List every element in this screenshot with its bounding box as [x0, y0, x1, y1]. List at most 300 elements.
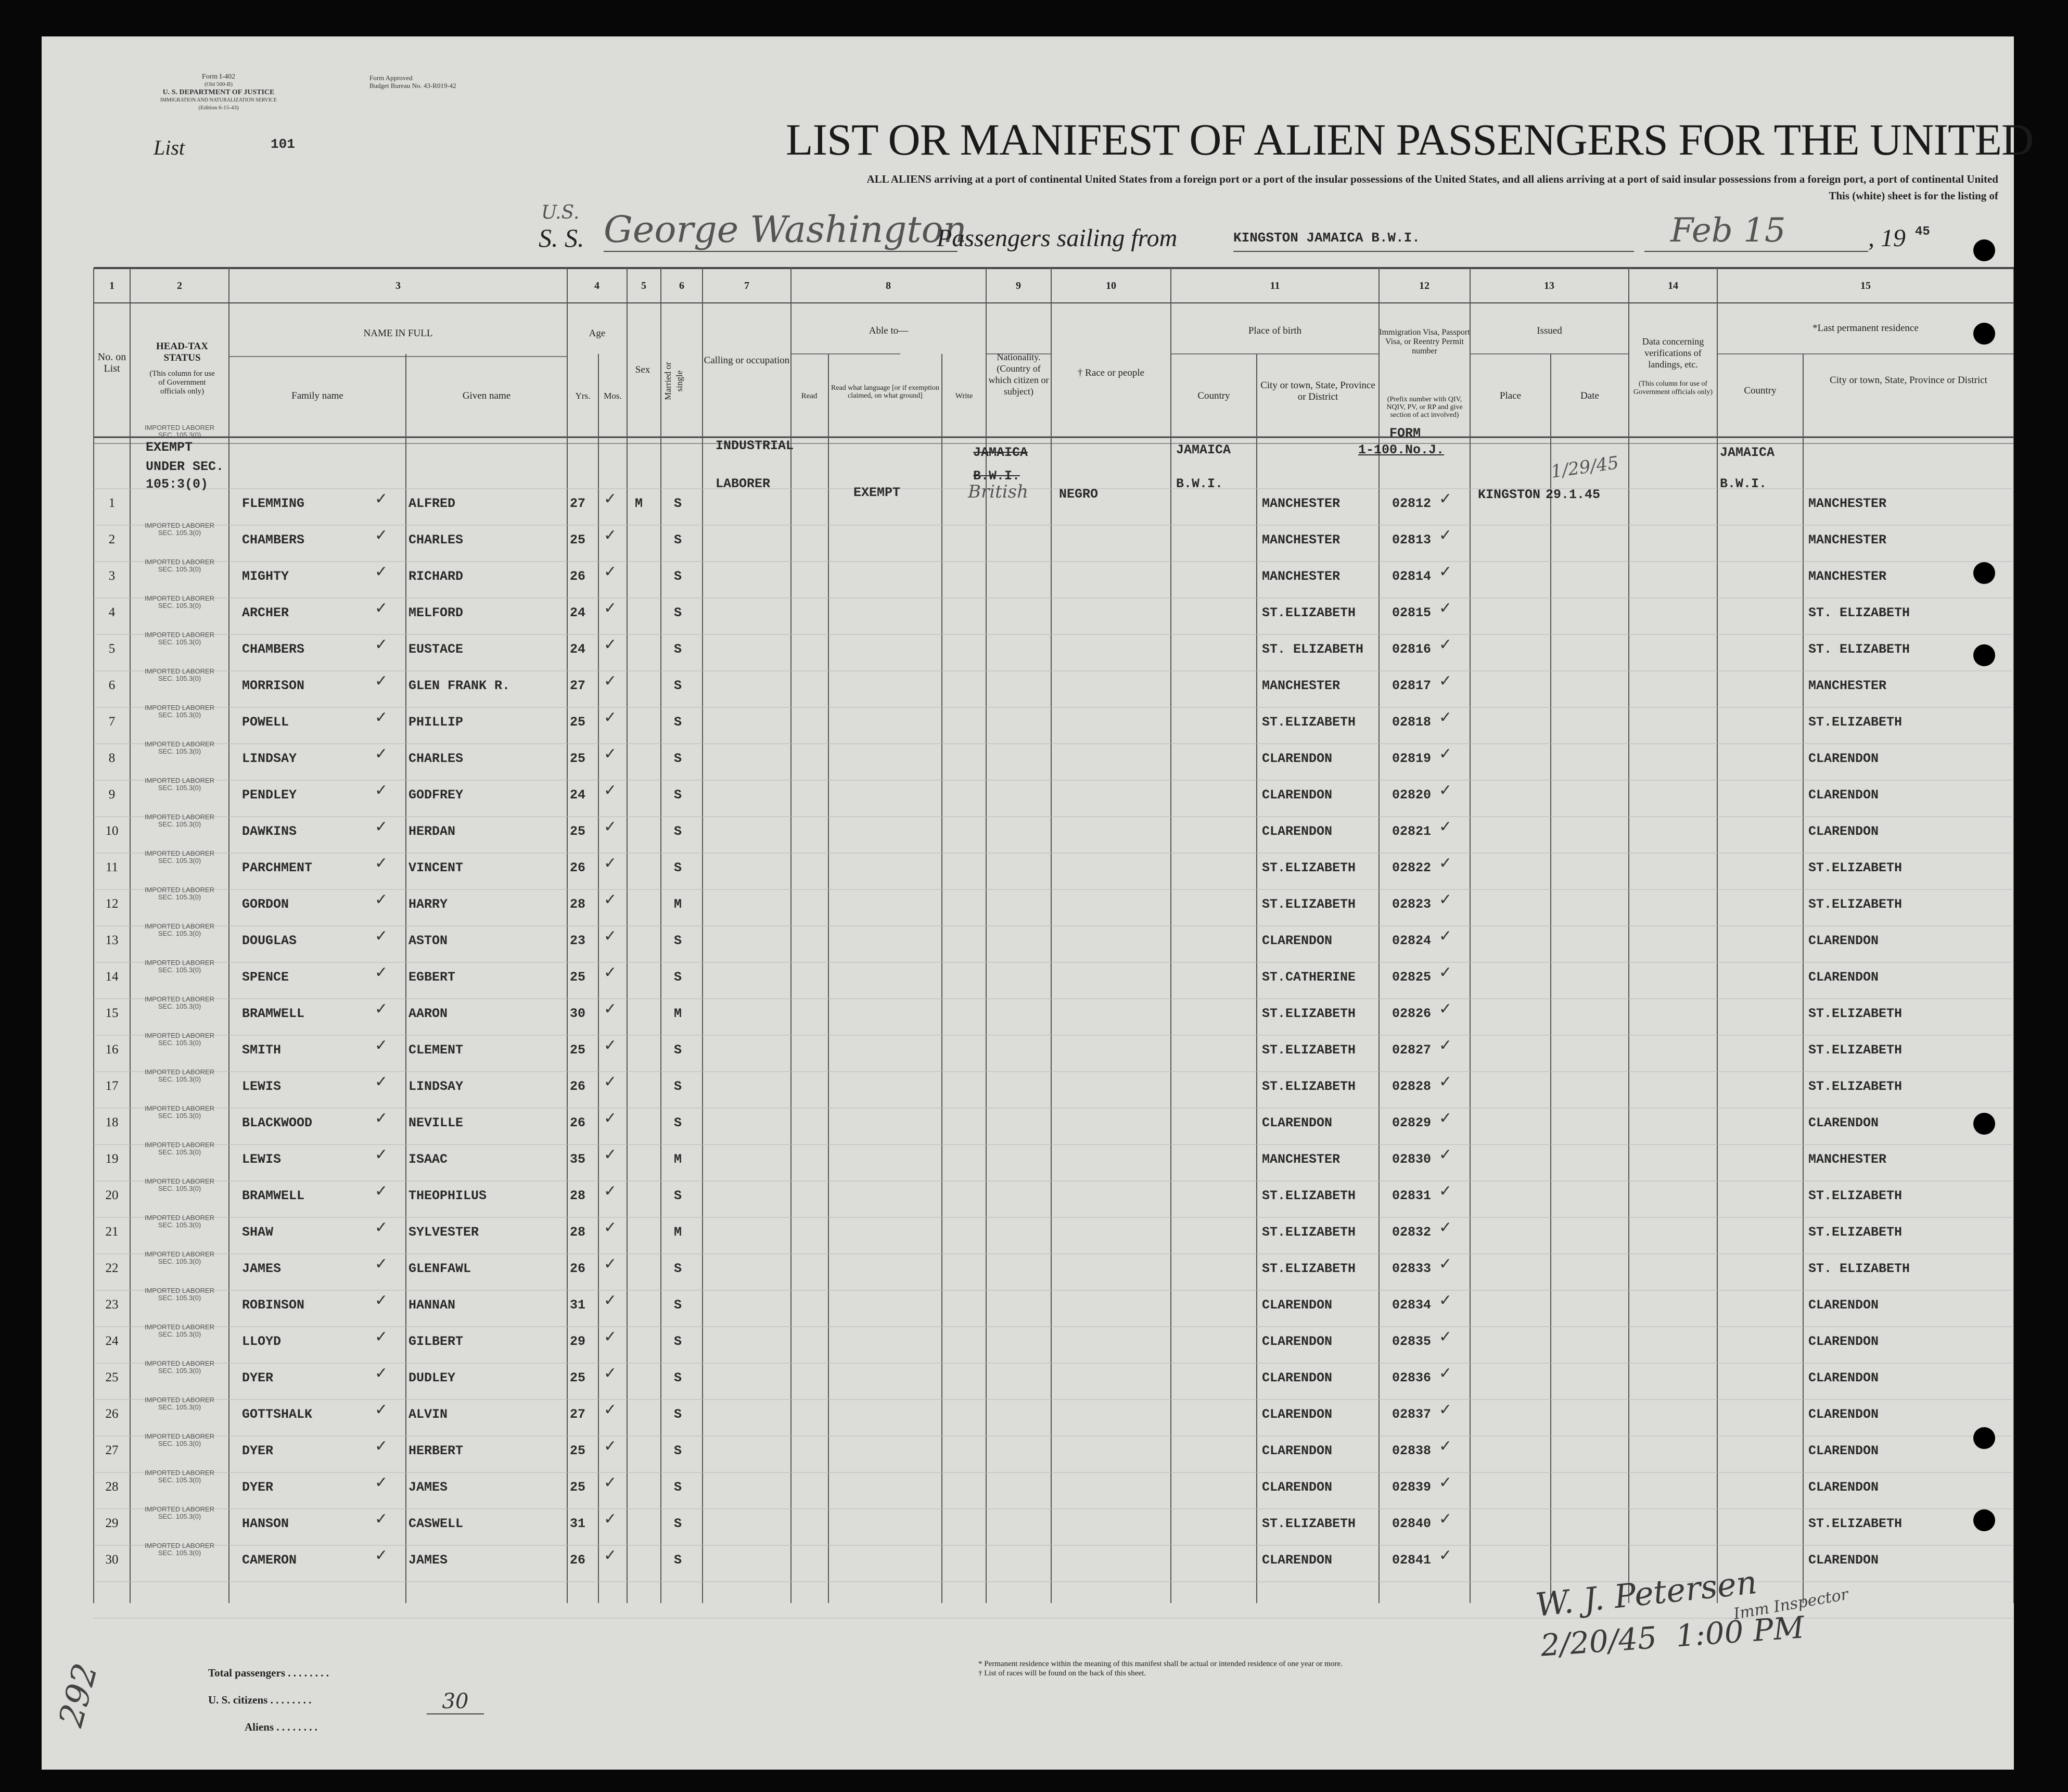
visa-check-mark: ✓	[1439, 1073, 1452, 1091]
row-number: 3	[108, 569, 116, 583]
family-name: BLACKWOOD	[242, 1115, 313, 1130]
visa-number: 02818	[1392, 715, 1432, 730]
residence-city: CLARENDON	[1808, 787, 1879, 803]
name-check-mark: ✓	[375, 1182, 388, 1200]
name-check-mark: ✓	[375, 1364, 388, 1382]
visa-check-mark: ✓	[1439, 1546, 1452, 1565]
age-years: 24	[570, 787, 586, 803]
age-years: 24	[570, 605, 586, 620]
sailing-label: Passengers sailing from	[937, 224, 1178, 252]
top-res-country-2: B.W.I.	[1720, 476, 1767, 491]
sailing-date: Feb 15	[1670, 211, 1786, 250]
head-tax-stamp: SEC. 105.3(0)	[158, 1075, 201, 1083]
residence-city: CLARENDON	[1808, 1370, 1879, 1386]
residence-city: ST. ELIZABETH	[1808, 1261, 1910, 1276]
visa-number: 02830	[1392, 1152, 1432, 1167]
family-name: LEWIS	[242, 1152, 282, 1167]
given-name: ALVIN	[409, 1407, 448, 1422]
header-sex: Sex	[635, 364, 650, 375]
row-number: 28	[105, 1480, 119, 1494]
family-name: PARCHMENT	[242, 860, 313, 875]
row-number: 6	[108, 678, 116, 692]
residence-city: CLARENDON	[1808, 1298, 1879, 1313]
age-years: 27	[570, 1407, 586, 1422]
residence-city: ST.ELIZABETH	[1808, 1225, 1903, 1240]
age-check-mark: ✓	[604, 854, 617, 872]
birth-city: MANCHESTER	[1262, 569, 1341, 584]
age-years: 26	[570, 1261, 586, 1276]
visa-number: 02822	[1392, 860, 1432, 875]
birth-city: CLARENDON	[1262, 1115, 1333, 1130]
age-check-mark: ✓	[604, 1364, 617, 1382]
age-years: 28	[570, 1225, 586, 1240]
visa-number: 02820	[1392, 787, 1432, 803]
punch-hole	[1973, 239, 1995, 261]
head-tax-stamp: SEC. 105.3(0)	[158, 1330, 201, 1338]
row-number: 4	[108, 605, 116, 619]
service: IMMIGRATION AND NATURALIZATION SERVICE	[160, 97, 277, 103]
marital-status: S	[674, 1298, 682, 1313]
visa-check-mark: ✓	[1439, 672, 1452, 690]
top-race: NEGRO	[1059, 487, 1099, 502]
residence-city: MANCHESTER	[1808, 1152, 1887, 1167]
marital-status: S	[674, 1443, 682, 1458]
age-years: 25	[570, 1443, 586, 1458]
manifest-sheet	[42, 36, 2034, 1770]
visa-check-mark: ✓	[1439, 1510, 1452, 1528]
name-check-mark: ✓	[375, 563, 388, 581]
age-years: 31	[570, 1516, 586, 1531]
age-years: 26	[570, 1115, 586, 1130]
head-tax-stamp: SEC. 105.3(0)	[158, 1148, 201, 1156]
punch-hole	[1973, 1427, 1995, 1449]
column-number: 6	[679, 280, 684, 291]
name-check-mark: ✓	[375, 927, 388, 945]
age-years: 26	[570, 1553, 586, 1568]
head-tax-stamp: IMPORTED LABORER	[144, 740, 215, 748]
family-name: PENDLEY	[242, 787, 297, 803]
row-number: 25	[105, 1370, 119, 1384]
family-name: HANSON	[242, 1516, 289, 1531]
visa-number: 02824	[1392, 933, 1432, 948]
age-check-mark: ✓	[604, 818, 617, 836]
column-number: 4	[594, 280, 599, 291]
birth-city: CLARENDON	[1262, 787, 1333, 803]
row-number: 14	[105, 970, 119, 984]
header-nationality: Nationality. (Country of which citizen or subject)	[988, 352, 1049, 397]
given-name: JAMES	[409, 1480, 448, 1495]
row-number: 29	[105, 1516, 119, 1530]
age-check-mark: ✓	[604, 1182, 617, 1200]
name-check-mark: ✓	[375, 854, 388, 872]
name-check-mark: ✓	[375, 1401, 388, 1419]
name-check-mark: ✓	[375, 1036, 388, 1054]
visa-check-mark: ✓	[1439, 1218, 1452, 1237]
birth-city: CLARENDON	[1262, 824, 1333, 839]
row-number: 2	[108, 532, 116, 547]
visa-check-mark: ✓	[1439, 963, 1452, 982]
visa-number: 02819	[1392, 751, 1432, 766]
residence-city: CLARENDON	[1808, 933, 1879, 948]
given-name: LINDSAY	[409, 1079, 464, 1094]
visa-number: 02828	[1392, 1079, 1432, 1094]
given-name: GODFREY	[409, 787, 464, 803]
age-check-mark: ✓	[604, 672, 617, 690]
header-read: Read	[801, 392, 818, 400]
column-number: 10	[1106, 280, 1116, 291]
family-name: FLEMMING	[242, 496, 305, 511]
name-check-mark: ✓	[375, 1510, 388, 1528]
visa-check-mark: ✓	[1439, 1401, 1452, 1419]
name-check-mark: ✓	[375, 1000, 388, 1018]
age-check-mark: ✓	[604, 1546, 617, 1565]
family-name: LEWIS	[242, 1079, 282, 1094]
age-years: 23	[570, 933, 586, 948]
birth-city: CLARENDON	[1262, 1334, 1333, 1349]
family-name: POWELL	[242, 715, 289, 730]
age-check-mark: ✓	[604, 1218, 617, 1237]
head-tax-stamp: SEC. 105.3(0)	[158, 1257, 201, 1265]
family-name: CAMERON	[242, 1553, 297, 1568]
age-years: 29	[570, 1334, 586, 1349]
age-check-mark: ✓	[604, 599, 617, 617]
marital-status: S	[674, 933, 682, 948]
name-check-mark: ✓	[375, 1218, 388, 1237]
top-head-tax-2: SEC. 105.3(0)	[158, 431, 201, 439]
header-res-country: Country	[1744, 385, 1777, 396]
department: U. S. DEPARTMENT OF JUSTICE	[162, 88, 275, 96]
top-head-tax-4: UNDER SEC.	[146, 459, 224, 474]
marital-status: S	[674, 970, 682, 985]
visa-check-mark: ✓	[1439, 891, 1452, 909]
head-tax-stamp: SEC. 105.3(0)	[158, 1440, 201, 1447]
visa-number: 02832	[1392, 1225, 1432, 1240]
marital-status: S	[674, 715, 682, 730]
visa-number: 02821	[1392, 824, 1432, 839]
head-tax-stamp: SEC. 105.3(0)	[158, 675, 201, 682]
birth-city: ST.ELIZABETH	[1262, 1261, 1356, 1276]
name-check-mark: ✓	[375, 526, 388, 544]
header-visa-note: (Prefix number with QIV, NQIV, PV, or RP and give section of act involved)	[1386, 396, 1463, 419]
head-tax-stamp: IMPORTED LABORER	[144, 558, 215, 566]
head-tax-stamp: SEC. 105.3(0)	[158, 1185, 201, 1192]
age-years: 25	[570, 824, 586, 839]
marital-status: S	[674, 496, 682, 511]
birth-city: ST.ELIZABETH	[1262, 1516, 1356, 1531]
form-number: Form I-402	[201, 73, 236, 81]
name-check-mark: ✓	[375, 963, 388, 982]
age-check-mark: ✓	[604, 927, 617, 945]
marital-status: S	[674, 1553, 682, 1568]
marital-status: S	[674, 1261, 682, 1276]
birth-city: CLARENDON	[1262, 933, 1333, 948]
punch-hole	[1973, 644, 1995, 666]
head-tax-stamp: IMPORTED LABORER	[144, 1505, 215, 1513]
age-years: 27	[570, 678, 586, 693]
row-number: 15	[105, 1006, 119, 1020]
name-check-mark: ✓	[375, 708, 388, 727]
age-years: 25	[570, 970, 586, 985]
manifest-title: LIST OR MANIFEST OF ALIEN PASSENGERS FOR THE UNITED	[786, 115, 2034, 164]
ship-name: George Washington	[604, 208, 967, 251]
visa-check-mark: ✓	[1439, 636, 1452, 654]
head-tax-stamp: IMPORTED LABORER	[144, 1432, 215, 1440]
row-number: 9	[108, 787, 116, 802]
visa-number: 02826	[1392, 1006, 1432, 1021]
visa-check-mark: ✓	[1439, 490, 1452, 508]
row-number: 16	[105, 1043, 119, 1057]
head-tax-stamp: IMPORTED LABORER	[144, 1250, 215, 1258]
head-tax-stamp: IMPORTED LABORER	[144, 1359, 215, 1367]
age-years: 30	[570, 1006, 586, 1021]
top-read-language: EXEMPT	[853, 485, 901, 500]
given-name: PHILLIP	[409, 715, 464, 730]
header-head-tax-note: (This column for use of Government officials only)	[149, 370, 215, 396]
intro-line-2: This (white) sheet is for the listing of	[1829, 189, 1998, 202]
head-tax-stamp: SEC. 105.3(0)	[158, 1367, 201, 1375]
marital-status: M	[674, 1225, 682, 1240]
age-years: 27	[570, 496, 586, 511]
name-check-mark: ✓	[375, 1109, 388, 1127]
footnotes	[978, 1659, 1343, 1678]
column-number: 14	[1668, 280, 1678, 291]
family-name: SHAW	[242, 1225, 274, 1240]
given-name: EGBERT	[409, 970, 456, 985]
visa-number: 02841	[1392, 1553, 1432, 1568]
age-check-mark: ✓	[604, 963, 617, 982]
visa-check-mark: ✓	[1439, 927, 1452, 945]
name-check-mark: ✓	[375, 1146, 388, 1164]
marital-status: S	[674, 824, 682, 839]
top-calling-1: INDUSTRIAL	[716, 438, 794, 453]
footnote-1: * Permanent residence within the meaning of this manifest shall be actual or intended residence of one year or more.	[978, 1660, 1343, 1668]
top-issued-date: 29.1.45	[1546, 487, 1601, 502]
visa-check-mark: ✓	[1439, 526, 1452, 544]
head-tax-stamp: SEC. 105.3(0)	[158, 602, 201, 609]
given-name: GLENFAWL	[409, 1261, 471, 1276]
given-name: NEVILLE	[409, 1115, 464, 1130]
head-tax-stamp: IMPORTED LABORER	[144, 959, 215, 967]
visa-check-mark: ✓	[1439, 1437, 1452, 1455]
birth-city: ST.CATHERINE	[1262, 970, 1356, 985]
visa-check-mark: ✓	[1439, 708, 1452, 727]
family-name: DYER	[242, 1370, 274, 1386]
visa-number: 02839	[1392, 1480, 1432, 1495]
head-tax-stamp: IMPORTED LABORER	[144, 1542, 215, 1549]
header-head-tax: HEAD-TAX STATUS	[156, 341, 208, 363]
residence-city: ST.ELIZABETH	[1808, 1079, 1903, 1094]
marital-status: S	[674, 1334, 682, 1349]
head-tax-stamp: SEC. 105.3(0)	[158, 1112, 201, 1120]
age-years: 25	[570, 1043, 586, 1058]
visa-number: 02834	[1392, 1298, 1432, 1313]
given-name: HARRY	[409, 897, 448, 912]
name-check-mark: ✓	[375, 672, 388, 690]
birth-city: CLARENDON	[1262, 1298, 1333, 1313]
header-yrs: Yrs.	[575, 391, 591, 401]
header-calling: Calling or occupation	[704, 355, 790, 366]
age-check-mark: ✓	[604, 708, 617, 727]
given-name: ALFRED	[409, 496, 456, 511]
head-tax-stamp: SEC. 105.3(0)	[158, 1549, 201, 1557]
birth-city: ST.ELIZABETH	[1262, 897, 1356, 912]
family-name: CHAMBERS	[242, 532, 305, 548]
residence-city: ST.ELIZABETH	[1808, 715, 1903, 730]
top-res-country-1: JAMAICA	[1720, 445, 1775, 460]
age-check-mark: ✓	[604, 1473, 617, 1492]
given-name: ISAAC	[409, 1152, 448, 1167]
row-number: 30	[105, 1553, 119, 1567]
age-years: 26	[570, 1079, 586, 1094]
given-name: HANNAN	[409, 1298, 456, 1313]
row-number: 12	[105, 897, 119, 911]
name-check-mark: ✓	[375, 1255, 388, 1273]
top-birth-country-1: JAMAICA	[1176, 442, 1231, 457]
age-years: 25	[570, 1370, 586, 1386]
residence-city: ST.ELIZABETH	[1808, 897, 1903, 912]
residence-city: ST.ELIZABETH	[1808, 1043, 1903, 1058]
header-birth-country: Country	[1197, 390, 1230, 401]
head-tax-stamp: IMPORTED LABORER	[144, 777, 215, 784]
age-years: 26	[570, 569, 586, 584]
residence-city: CLARENDON	[1808, 1115, 1879, 1130]
age-years: 26	[570, 860, 586, 875]
given-name: CASWELL	[409, 1516, 464, 1531]
marital-status: S	[674, 605, 682, 620]
marital-status: S	[674, 1188, 682, 1203]
age-check-mark: ✓	[604, 563, 617, 581]
row-number: 7	[108, 715, 116, 729]
visa-check-mark: ✓	[1439, 781, 1452, 799]
birth-city: ST.ELIZABETH	[1262, 860, 1356, 875]
visa-check-mark: ✓	[1439, 563, 1452, 581]
row-number: 23	[105, 1298, 119, 1312]
visa-check-mark: ✓	[1439, 854, 1452, 872]
age-years: 35	[570, 1152, 586, 1167]
page-number: 292	[52, 1659, 106, 1731]
visa-number: 02837	[1392, 1407, 1432, 1422]
age-check-mark: ✓	[604, 1510, 617, 1528]
name-check-mark: ✓	[375, 818, 388, 836]
visa-number: 02840	[1392, 1516, 1432, 1531]
family-name: LINDSAY	[242, 751, 297, 766]
visa-check-mark: ✓	[1439, 1473, 1452, 1492]
marital-status: S	[674, 1043, 682, 1058]
visa-check-mark: ✓	[1439, 1255, 1452, 1273]
birth-city: ST.ELIZABETH	[1262, 1188, 1356, 1203]
name-check-mark: ✓	[375, 1473, 388, 1492]
family-name: MIGHTY	[242, 569, 289, 584]
name-check-mark: ✓	[375, 490, 388, 508]
column-number: 2	[177, 280, 182, 291]
row-number: 17	[105, 1079, 119, 1093]
visa-number: 02835	[1392, 1334, 1432, 1349]
top-head-tax-1: IMPORTED LABORER	[144, 424, 215, 431]
birth-city: MANCHESTER	[1262, 496, 1341, 511]
birth-city: ST.ELIZABETH	[1262, 1079, 1356, 1094]
visa-number: 02812	[1392, 496, 1432, 511]
visa-check-mark: ✓	[1439, 1291, 1452, 1310]
given-name: CHARLES	[409, 532, 464, 548]
given-name: HERBERT	[409, 1443, 464, 1458]
age-years: 25	[570, 751, 586, 766]
visa-check-mark: ✓	[1439, 1364, 1452, 1382]
marital-status: S	[674, 642, 682, 657]
head-tax-stamp: SEC. 105.3(0)	[158, 1403, 201, 1411]
head-tax-stamp: IMPORTED LABORER	[144, 886, 215, 894]
punch-hole	[1973, 1509, 1995, 1531]
family-name: CHAMBERS	[242, 642, 305, 657]
header-age: Age	[589, 328, 606, 339]
header-data-note: (This column for use of Government officials only)	[1633, 380, 1713, 396]
top-head-tax-5: 105:3(0)	[146, 477, 209, 492]
given-name: AARON	[409, 1006, 448, 1021]
header-given-name: Given name	[462, 390, 511, 401]
visa-number: 02829	[1392, 1115, 1432, 1130]
residence-city: MANCHESTER	[1808, 569, 1887, 584]
family-name: ARCHER	[242, 605, 289, 620]
birth-city: CLARENDON	[1262, 1370, 1333, 1386]
head-tax-stamp: SEC. 105.3(0)	[158, 1513, 201, 1520]
top-nationality-1: JAMAICA	[973, 445, 1028, 460]
row-number: 26	[105, 1407, 119, 1421]
birth-city: ST.ELIZABETH	[1262, 1043, 1356, 1058]
age-check-mark: ✓	[604, 1401, 617, 1419]
header-issued-place: Place	[1499, 390, 1522, 401]
family-name: LLOYD	[242, 1334, 282, 1349]
given-name: EUSTACE	[409, 642, 464, 657]
head-tax-stamp: IMPORTED LABORER	[144, 1068, 215, 1076]
visa-number: 02816	[1392, 642, 1432, 657]
family-name: DAWKINS	[242, 824, 297, 839]
marital-status: S	[674, 1516, 682, 1531]
column-number: 11	[1270, 280, 1280, 291]
birth-city: ST. ELIZABETH	[1262, 642, 1364, 657]
marital-status: S	[674, 1407, 682, 1422]
visa-number: 02827	[1392, 1043, 1432, 1058]
age-check-mark: ✓	[604, 636, 617, 654]
given-name: THEOPHILUS	[409, 1188, 487, 1203]
head-tax-stamp: IMPORTED LABORER	[144, 631, 215, 639]
marital-status: S	[674, 751, 682, 766]
form-old: (Old 500-B)	[204, 81, 233, 87]
row-number: 21	[105, 1225, 119, 1239]
name-check-mark: ✓	[375, 1073, 388, 1091]
visa-number: 02836	[1392, 1370, 1432, 1386]
family-name: GORDON	[242, 897, 289, 912]
top-nationality-2: B.W.I.	[973, 468, 1020, 484]
birth-city: ST.ELIZABETH	[1262, 715, 1356, 730]
row-number: 1	[108, 496, 116, 510]
family-name: MORRISON	[242, 678, 305, 693]
age-check-mark: ✓	[604, 745, 617, 763]
family-name: DYER	[242, 1480, 274, 1495]
age-years: 25	[570, 715, 586, 730]
punch-hole	[1973, 562, 1995, 584]
residence-city: ST.ELIZABETH	[1808, 860, 1903, 875]
header-mos: Mos.	[604, 391, 622, 401]
top-visa-series: 1-100.No.J.	[1358, 442, 1445, 457]
residence-city: CLARENDON	[1808, 1334, 1879, 1349]
sex: M	[635, 496, 643, 511]
marital-status: M	[674, 1152, 682, 1167]
header-name-in-full: NAME IN FULL	[363, 328, 433, 339]
head-tax-stamp: IMPORTED LABORER	[144, 1214, 215, 1222]
column-number: 3	[395, 280, 401, 291]
head-tax-stamp: IMPORTED LABORER	[144, 1104, 215, 1112]
residence-city: CLARENDON	[1808, 970, 1879, 985]
header-visa: Immigration Visa, Passport Visa, or Reentry Permit number	[1379, 328, 1470, 355]
